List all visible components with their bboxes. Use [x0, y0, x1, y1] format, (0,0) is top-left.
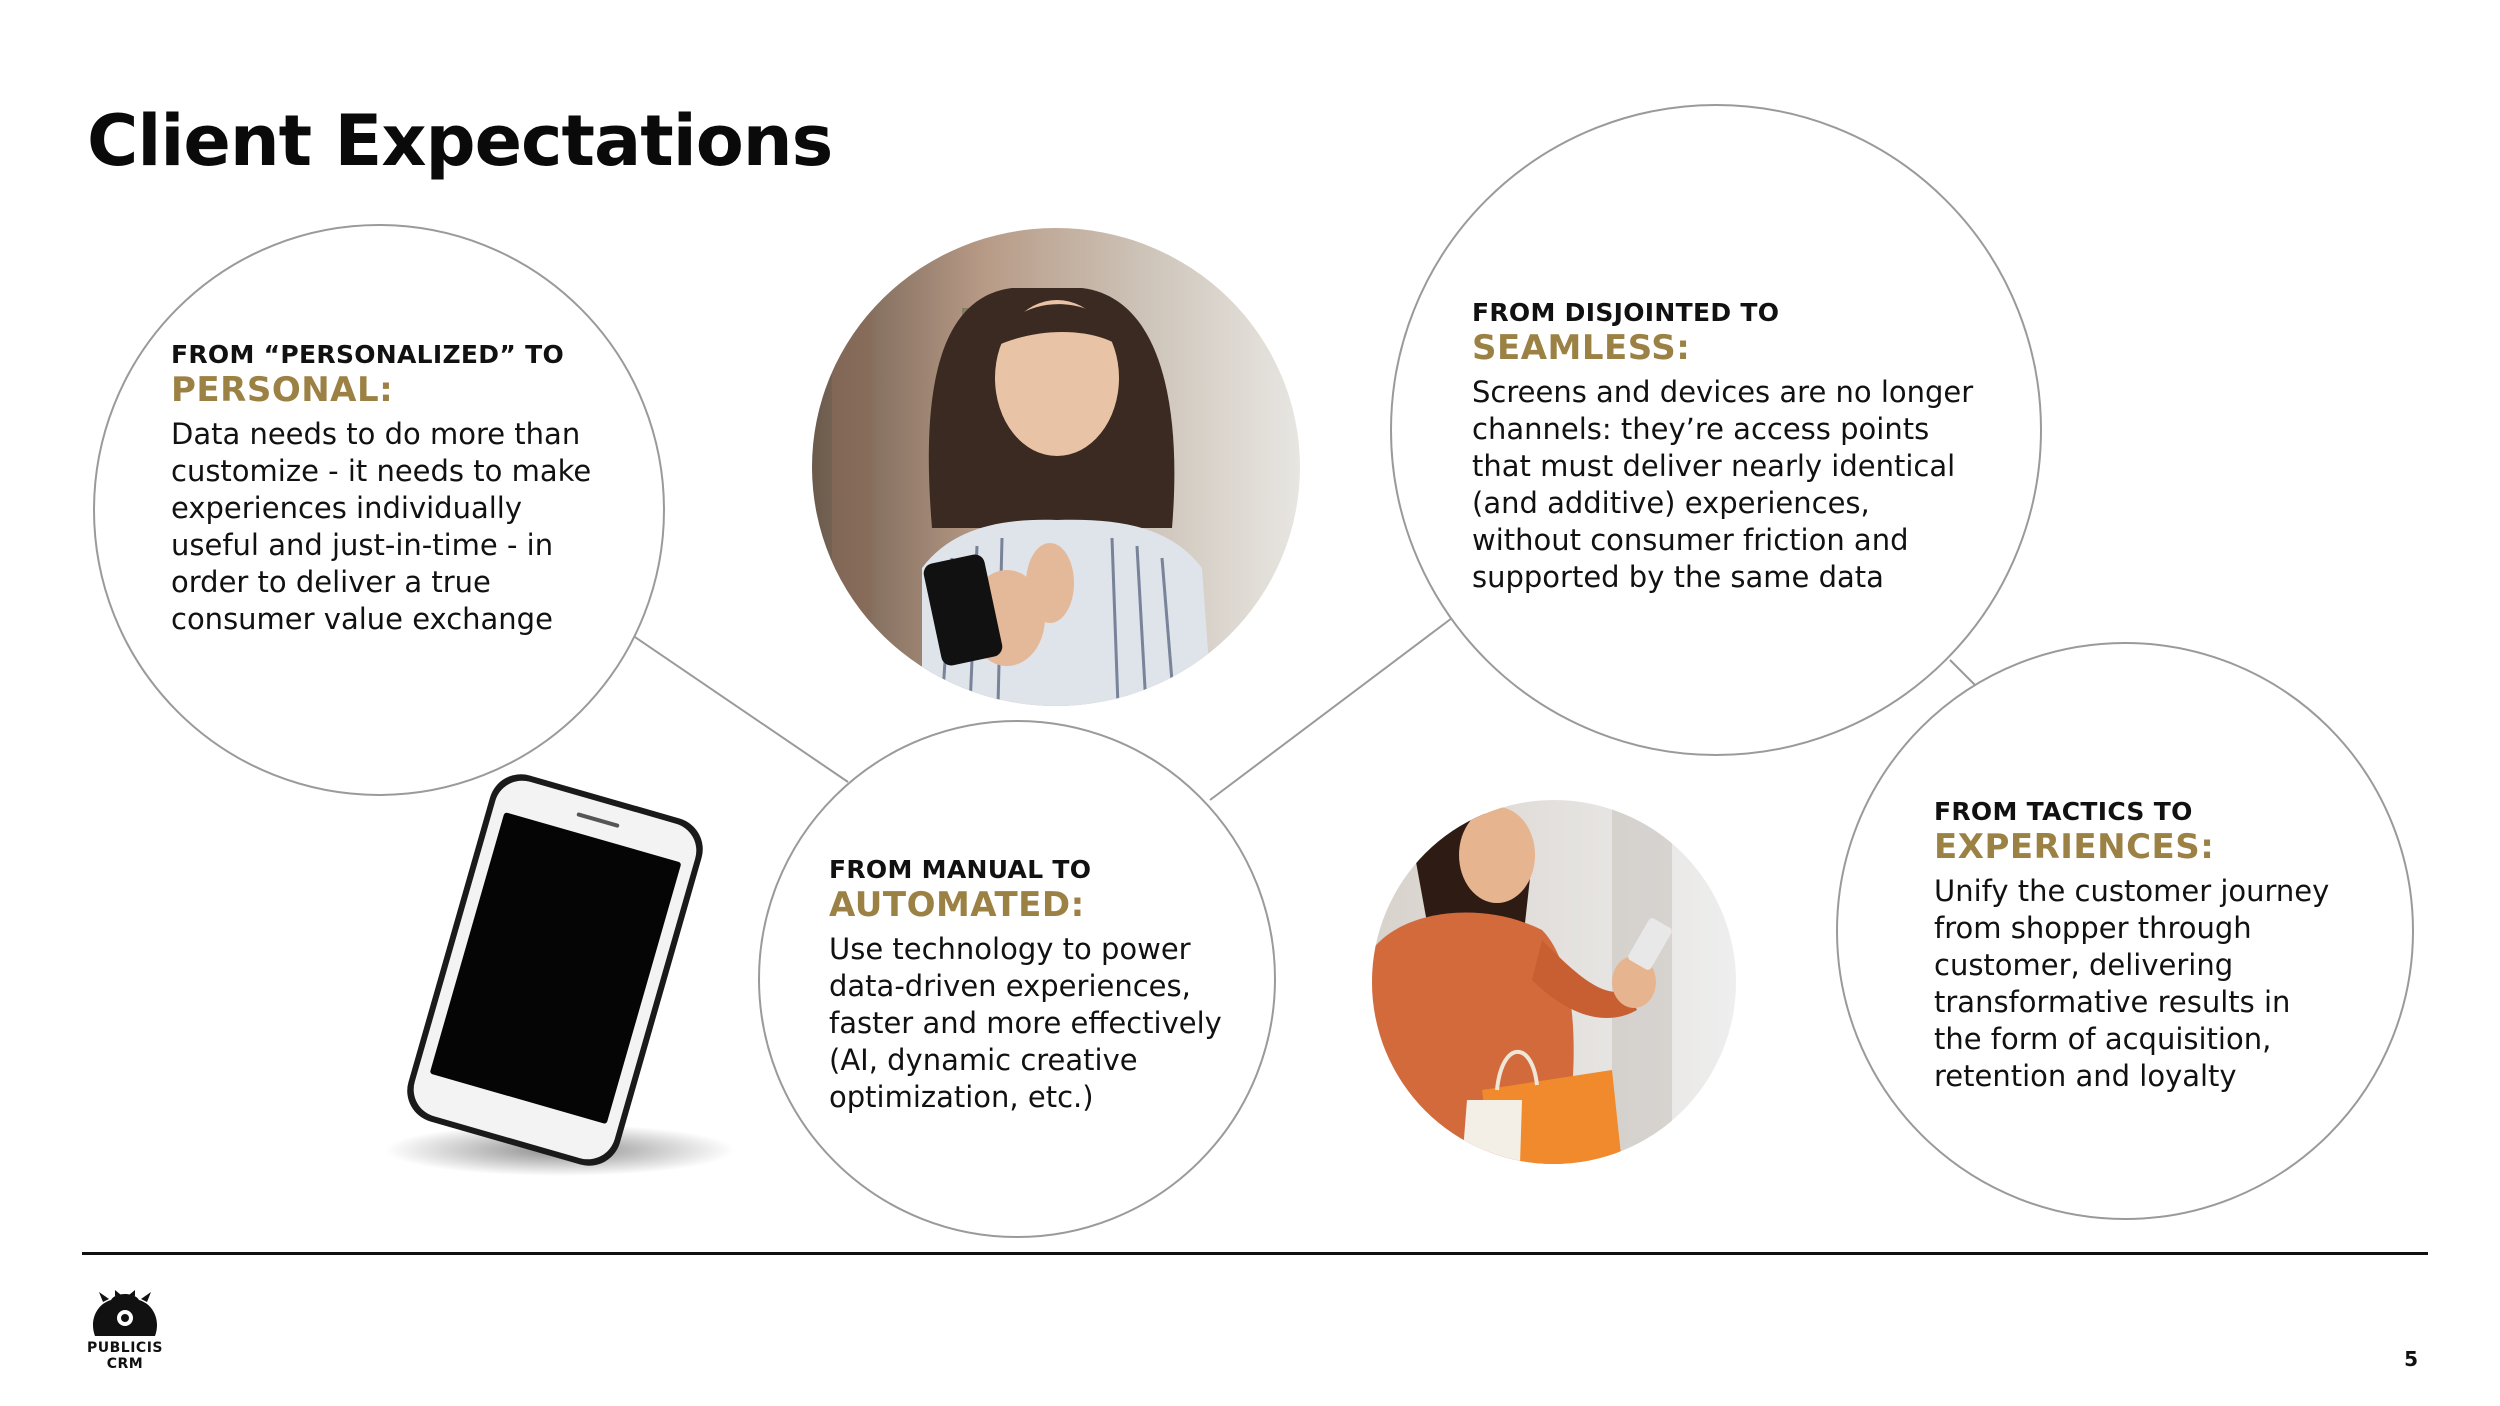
lion-icon — [85, 1290, 165, 1340]
description: Data needs to do more than customize - it needs to make experiences individually useful and just-in-time - in order to deliver a true consumer value exchange — [171, 417, 592, 636]
publicis-logo — [82, 1290, 168, 1372]
card-automated — [829, 855, 1259, 1116]
headline: PERSONAL: — [171, 370, 394, 410]
card-experiences — [1934, 797, 2394, 1095]
eyebrow: FROM TACTICS TO — [1934, 797, 2193, 826]
logo-text-line2: CRM — [106, 1356, 144, 1372]
woman-phone-photo — [812, 228, 1300, 706]
shopper-photo — [1372, 800, 1736, 1164]
footer-divider — [82, 1252, 2428, 1255]
page-number: 5 — [2404, 1347, 2418, 1371]
description: Use technology to power data-driven experiences, faster and more effectively (AI, dynamic creative optimization, etc.) — [829, 932, 1222, 1114]
eyebrow: FROM MANUAL TO — [829, 855, 1092, 884]
eyebrow: FROM “PERSONALIZED” TO — [171, 340, 565, 369]
smartphone-illustration — [360, 770, 760, 1194]
description: Screens and devices are no longer channels: they’re access points that must deliver nearly identical (and additive) experiences, without consumer friction and supported by the same data — [1472, 375, 1974, 594]
card-seamless — [1472, 298, 2012, 596]
headline: AUTOMATED: — [829, 885, 1085, 925]
headline: SEAMLESS: — [1472, 328, 1691, 368]
card-personal — [171, 340, 631, 638]
description: Unify the customer journey from shopper through customer, delivering transformative results in the form of acquisition, retention and loyalty — [1934, 874, 2330, 1093]
page-title: Client Expectations — [87, 100, 833, 182]
logo-text-line1: PUBLICIS — [87, 1340, 163, 1356]
eyebrow: FROM DISJOINTED TO — [1472, 298, 1780, 327]
headline: EXPERIENCES: — [1934, 827, 2215, 867]
